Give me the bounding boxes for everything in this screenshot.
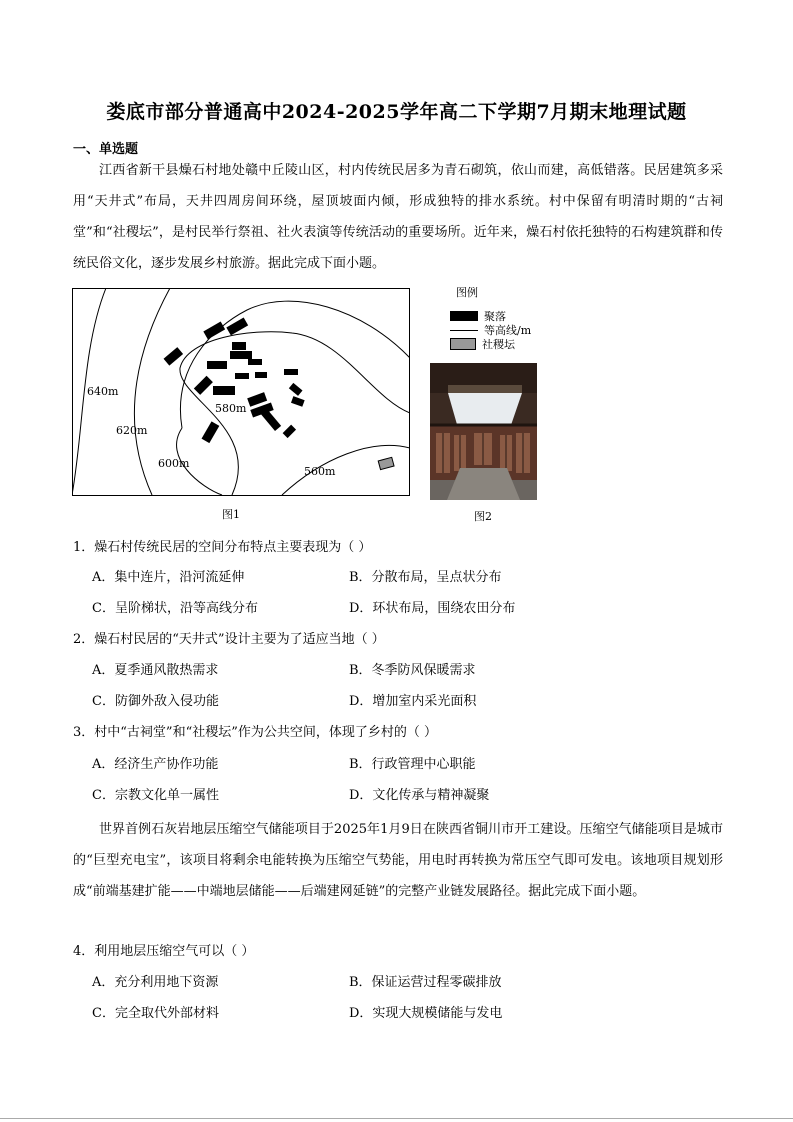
question-1-stem: 1．燥石村传统民居的空间分布特点主要表现为（ ） — [73, 540, 372, 555]
q2-option-a: A．夏季通风散热需求 — [92, 663, 219, 678]
q3-option-d: D．文化传承与精神凝聚 — [349, 788, 490, 803]
page-title: 娄底市部分普通高中2024-2025学年高二下学期7月期末地理试题 — [106, 101, 687, 123]
q1-option-c: C．呈阶梯状，沿等高线分布 — [92, 601, 258, 616]
settlement-block — [235, 373, 249, 379]
contour-label-600: 600m — [158, 457, 190, 470]
passage-1: 江西省新干县燥石村地处赣中丘陵山区，村内传统民居多为青石砌筑，依山而建，高低错落。民居建筑多采用“天井式”布局，天井四周房间环绕，屋顶坡面内倾，形成独特的排水系统。村中保留有明清时期的“古祠堂”和“社稷坛”，是村民举行祭祖、社火表演等传统活动的重要场所。近年来，燥石村依托独特的石构建筑群和传统民俗文化，逐步发展乡村旅游。据此完成下面小题。 — [73, 163, 723, 271]
contour-map-figure — [72, 288, 410, 496]
q3-option-b: B．行政管理中心职能 — [349, 757, 476, 772]
passage-2: 世界首例石灰岩地层压缩空气储能项目于2025年1月9日在陕西省铜川市开工建设。压缩空气储能项目是城市的“巨型充电宝”，该项目将剩余电能转换为压缩空气势能，用电时再转换为常压空气即可发电。该地项目规划形成“前端基建扩能——中端地层储能——后端建网延链”的完整产业链发展路径。据此完成下面小题。 — [73, 822, 723, 899]
settlement-swatch — [450, 311, 478, 321]
q4-option-c: C．完全取代外部材料 — [92, 1006, 219, 1021]
figure-2-caption: 图2 — [474, 510, 492, 523]
question-4-stem: 4．利用地层压缩空气可以（ ） — [73, 944, 255, 959]
q4-option-a: A．充分利用地下资源 — [92, 975, 219, 990]
q4-option-b: B．保证运营过程零碳排放 — [349, 975, 502, 990]
question-2-stem: 2．燥石村民居的“天井式”设计主要为了适应当地（ ） — [73, 632, 385, 647]
courtyard-photo — [430, 363, 537, 500]
q2-option-d: D．增加室内采光面积 — [349, 694, 477, 709]
page-bottom-rule — [0, 1118, 793, 1119]
q1-option-a: A．集中连片，沿河流延伸 — [92, 570, 245, 585]
settlement-block — [248, 359, 262, 365]
contour-label-580: 580m — [215, 402, 247, 415]
figure-1-caption: 图1 — [222, 508, 240, 521]
legend-label: 等高线/m — [484, 324, 532, 337]
settlement-block — [213, 386, 235, 395]
contour-swatch — [450, 330, 478, 331]
legend-title: 图例 — [456, 286, 478, 299]
section-heading: 一、单选题 — [73, 142, 139, 157]
q2-option-b: B．冬季防风保暖需求 — [349, 663, 476, 678]
question-3-stem: 3．村中“古祠堂”和“社稷坛”作为公共空间，体现了乡村的（ ） — [73, 725, 437, 740]
q3-option-c: C．宗教文化单一属性 — [92, 788, 219, 803]
settlement-block — [284, 369, 298, 375]
q1-option-d: D．环状布局，围绕农田分布 — [349, 601, 516, 616]
settlement-block — [207, 361, 227, 369]
settlement-block — [232, 342, 246, 350]
settlement-block — [255, 372, 267, 378]
q3-option-a: A．经济生产协作功能 — [92, 757, 219, 772]
legend-label: 聚落 — [484, 310, 506, 323]
contour-label-620: 620m — [116, 424, 148, 437]
contour-label-560: 560m — [304, 465, 336, 478]
legend-item-altar — [450, 336, 515, 352]
altar-swatch — [450, 338, 476, 350]
settlement-block — [230, 351, 252, 359]
q4-option-d: D．实现大规模储能与发电 — [349, 1006, 503, 1021]
legend-label: 社稷坛 — [482, 338, 515, 351]
q1-option-b: B．分散布局，呈点状分布 — [349, 570, 502, 585]
q2-option-c: C．防御外敌入侵功能 — [92, 694, 219, 709]
contour-label-640: 640m — [87, 385, 119, 398]
